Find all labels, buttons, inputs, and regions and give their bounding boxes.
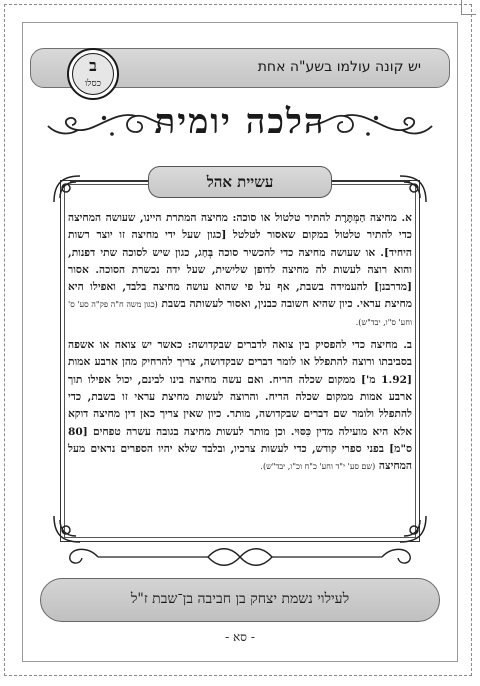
paragraph-1-text: מחיצה המתרת היינו, שעושה המחיצה כדי להתיר טלטול במקום שאסור לטלטל [כגון שעל ידי מחיצה זו יוצר רשות היחיד]. או שעושה מחיצה כדי להכשיר סוכה בְּחַג, כגון שיש לסוכה שתי דפנות, והוא רוצה לעשות לה מחיצה לדופן שלישית, שעל ידה נכשרת הסוכה. אסור [מדרבנן] להעמידה בשבת, אף על פי שהוא עושה מחיצה בלבד, ואפילו היא מחיצת עראי. כיון שהיא חשובה כבנין, ואסור לעשותה בשבת xyxy=(68,212,412,311)
subtitle-banner xyxy=(148,166,332,198)
corner-ornament-top-left xyxy=(50,172,84,206)
subtitle-rule-left xyxy=(70,181,150,182)
top-banner-text: יש קונה עולמו בשע"ה אחת xyxy=(257,59,421,75)
date-badge-letter: ב xyxy=(89,56,97,75)
subtitle-rule-right xyxy=(330,181,410,182)
date-badge-month: כסלו xyxy=(84,79,102,89)
date-badge-inner xyxy=(72,53,114,95)
paragraph-1-source: (כגון משה ח"ה פק"ה סע' ס' וחע' ס"ו, יבד"ש). xyxy=(68,300,412,327)
paragraph-2-text: כאשר יש צואה או אשפה בסביבתו ורוצה להתפלל או לומר דברים שבקדושה, צריך להרחיק מהן ארבע אמות [1.92 מ'] ממקום שכלה הריח. ואם עשה מחיצה בינו לבינם, יכול אפילו תוך ארבע אמות ממקום שכלה הריח. והרוצה לעשות מחיצת עראי זו בשבת, כדי להתפלל ולומר שם דברים שבקדושה, מותר. כיון שאין צריך כאן דין מחיצה דוקא אלא היא מועילה מדין כִּסּוּי. וכן מותר לעשות מחיצה בגובה עשרה טפחים [80 ס"מ] בפני ספרי קודש, כדי לעשות צרכיו, ובלבד שלא יהיו הספרים נראים מעל המחיצה xyxy=(68,339,412,473)
paragraph-2-heading: ב. מחיצה כדי להפסיק בין צואה לדברים שבקדושה: xyxy=(187,339,412,352)
corner-mark xyxy=(461,0,476,15)
date-badge xyxy=(67,48,119,100)
paragraph-1 xyxy=(68,210,412,331)
paragraph-1-heading: א. מחיצה הַמְּתֶּרֶת להתיר טלטול או סוכה: xyxy=(232,212,412,224)
paragraph-2 xyxy=(68,337,412,475)
bottom-divider-ornament xyxy=(58,540,422,574)
section-title: עשיית אהל xyxy=(206,173,274,191)
corner-ornament-top-right xyxy=(396,172,430,206)
main-title: הלכה יומית xyxy=(154,102,326,142)
paragraph-2-source: (שם סע' י"ד וחע' כ"ח וכ"ו, יבד"ש). xyxy=(260,462,376,472)
body-text xyxy=(68,210,412,475)
memorial-text: לעילוי נשמת יצחק בן חביבה בן־שבת ז"ל xyxy=(130,591,350,607)
memorial-banner xyxy=(40,578,440,622)
page-number: - סא - xyxy=(225,630,255,644)
